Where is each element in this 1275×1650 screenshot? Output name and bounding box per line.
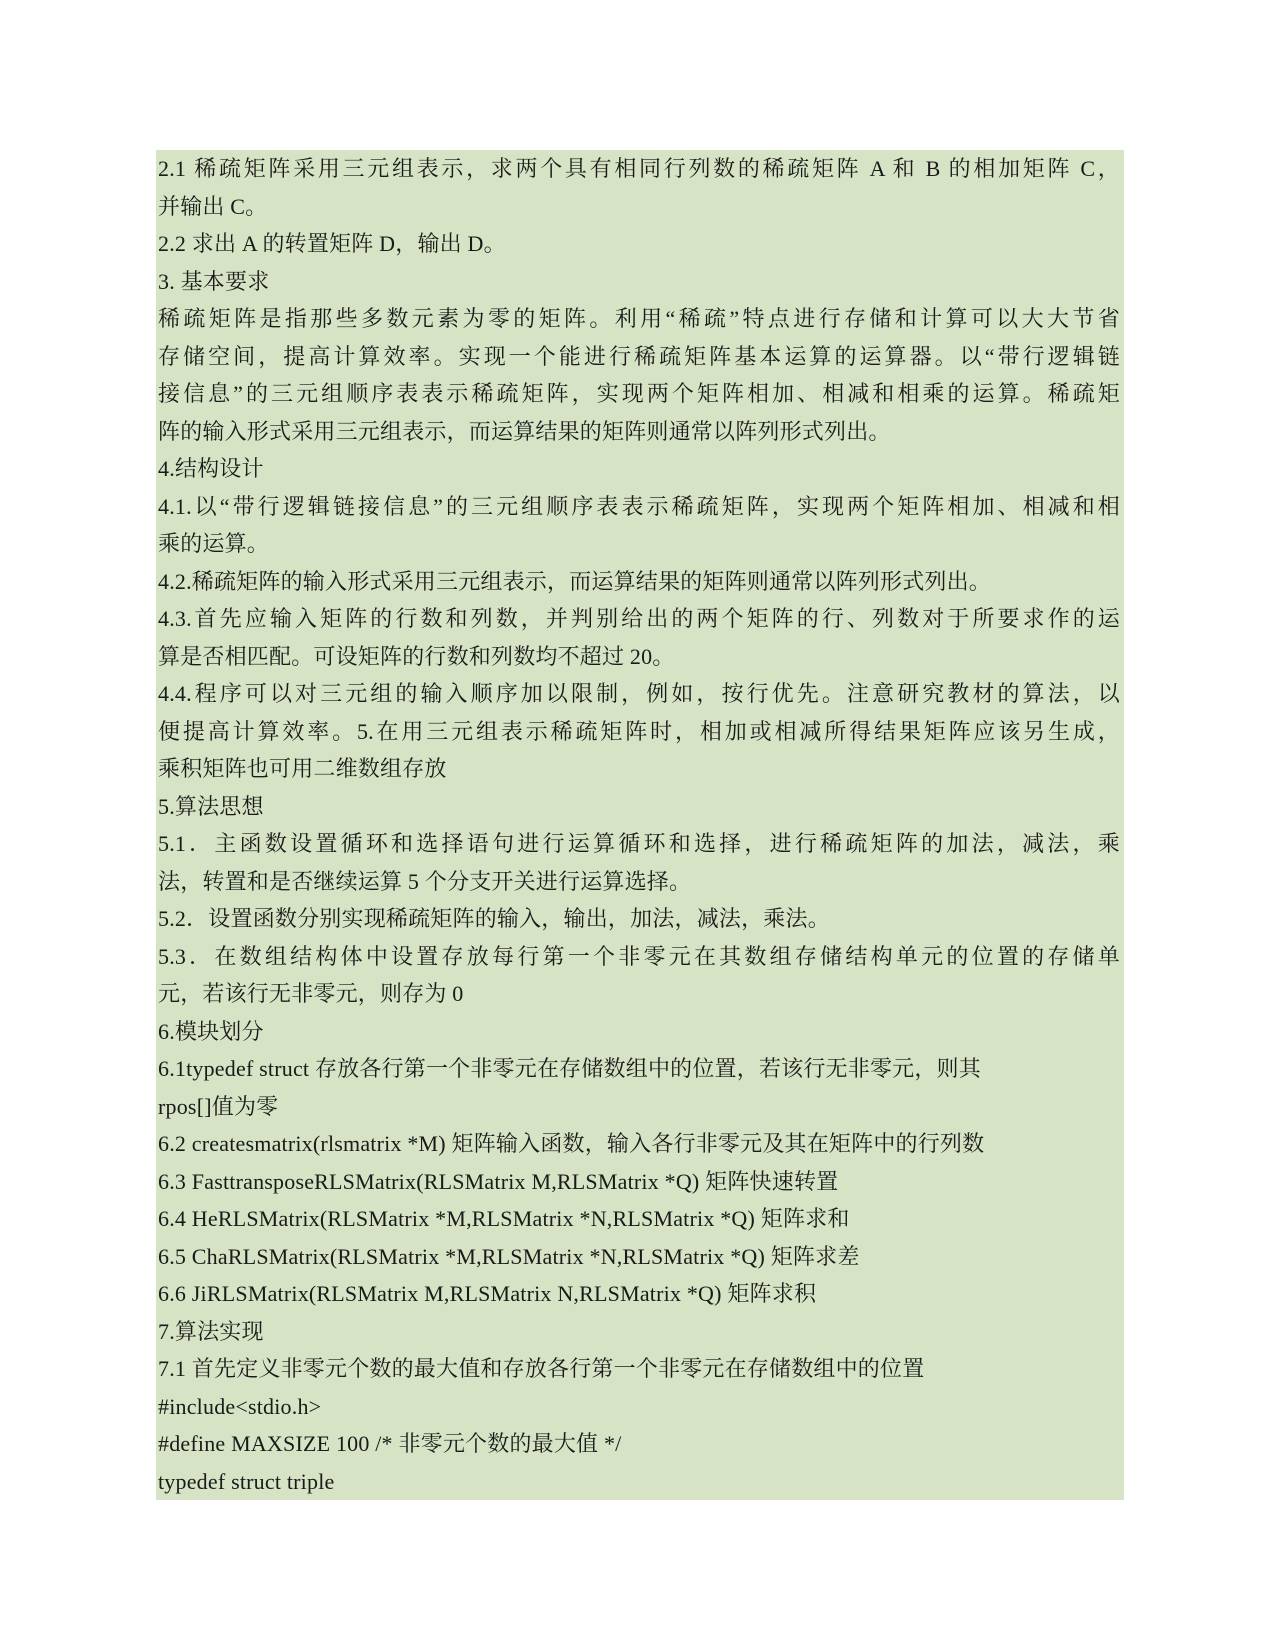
text-line: 5.1．主函数设置循环和选择语句进行运算循环和选择，进行稀疏矩阵的加法，减法，乘 (158, 831, 1120, 856)
text-line: 4.结构设计 (158, 456, 264, 481)
text-line: 5.算法思想 (158, 793, 264, 819)
text-line: 乘积矩阵也可用二维数组存放 (158, 756, 447, 781)
text-line: 元，若该行无非零元，则存为 0 (158, 981, 464, 1006)
text-line: 4.2.稀疏矩阵的输入形式采用三元组表示，而运算结果的矩阵则通常以阵列形式列出。 (158, 568, 992, 594)
text-line: 法，转置和是否继续运算 5 个分支开关进行运算选择。 (158, 868, 692, 894)
text-line: 5.3．在数组结构体中设置存放每行第一个非零元在其数组存储结构单元的位置的存储单 (158, 943, 1120, 969)
text-line: 7.1 首先定义非零元个数的最大值和存放各行第一个非零元在存储数组中的位置 (158, 1356, 925, 1381)
text-line: 6.3 FasttransposeRLSMatrix(RLSMatrix M,RLSMatrix *Q) 矩阵快速转置 (158, 1168, 839, 1194)
text-line: 6.4 HeRLSMatrix(RLSMatrix *M,RLSMatrix *N,RLSMatrix *Q) 矩阵求和 (158, 1206, 850, 1231)
text-line: 6.2 createsmatrix(rlsmatrix *M) 矩阵输入函数，输入各行非零元及其在矩阵中的行列数 (158, 1131, 985, 1156)
text-line: #include<stdio.h> (158, 1393, 322, 1419)
text-line: 2.2 求出 A 的转置矩阵 D，输出 D。 (158, 231, 506, 256)
text-line: #define MAXSIZE 100 /* 非零元个数的最大值 */ (158, 1431, 622, 1456)
text-line: 便提高计算效率。5.在用三元组表示稀疏矩阵时，相加或相减所得结果矩阵应该另生成， (158, 718, 1120, 744)
text-line: 并输出 C。 (158, 193, 268, 219)
highlighted-text-block (156, 150, 1124, 1500)
text-line: rpos[]值为零 (158, 1093, 279, 1119)
text-line: typedef struct triple (158, 1468, 335, 1494)
text-line: 阵的输入形式采用三元组表示，而运算结果的矩阵则通常以阵列形式列出。 (158, 418, 891, 444)
text-line: 4.4.程序可以对三元组的输入顺序加以限制，例如，按行优先。注意研究教材的算法，以 (158, 681, 1120, 706)
text-line: 6.模块划分 (158, 1018, 264, 1044)
text-line: 6.1typedef struct 存放各行第一个非零元在存储数组中的位置，若该行无非零元，则其 (158, 1056, 981, 1081)
text-line: 乘的运算。 (158, 531, 270, 556)
text-line: 6.6 JiRLSMatrix(RLSMatrix M,RLSMatrix N,RLSMatrix *Q) 矩阵求积 (158, 1281, 817, 1306)
text-line: 3. 基本要求 (158, 268, 270, 294)
text-line: 6.5 ChaRLSMatrix(RLSMatrix *M,RLSMatrix *N,RLSMatrix *Q) 矩阵求差 (158, 1243, 860, 1269)
text-line: 7.算法实现 (158, 1318, 264, 1344)
text-line: 5.2．设置函数分别实现稀疏矩阵的输入，输出，加法，减法，乘法。 (158, 906, 830, 931)
text-line: 存储空间，提高计算效率。实现一个能进行稀疏矩阵基本运算的运算器。以“带行逻辑链 (158, 343, 1120, 369)
text-line: 接信息”的三元组顺序表表示稀疏矩阵，实现两个矩阵相加、相减和相乘的运算。稀疏矩 (158, 381, 1120, 406)
text-line: 算是否相匹配。可设矩阵的行数和列数均不超过 20。 (158, 643, 675, 669)
text-line: 4.3.首先应输入矩阵的行数和列数，并判别给出的两个矩阵的行、列数对于所要求作的运 (158, 606, 1120, 631)
text-line: 2.1 稀疏矩阵采用三元组表示，求两个具有相同行列数的稀疏矩阵 A 和 B 的相加矩阵 C， (158, 156, 1120, 181)
text-line: 稀疏矩阵是指那些多数元素为零的矩阵。利用“稀疏”特点进行存储和计算可以大大节省 (158, 306, 1120, 331)
text-line: 4.1.以“带行逻辑链接信息”的三元组顺序表表示稀疏矩阵，实现两个矩阵相加、相减和相 (158, 493, 1120, 519)
